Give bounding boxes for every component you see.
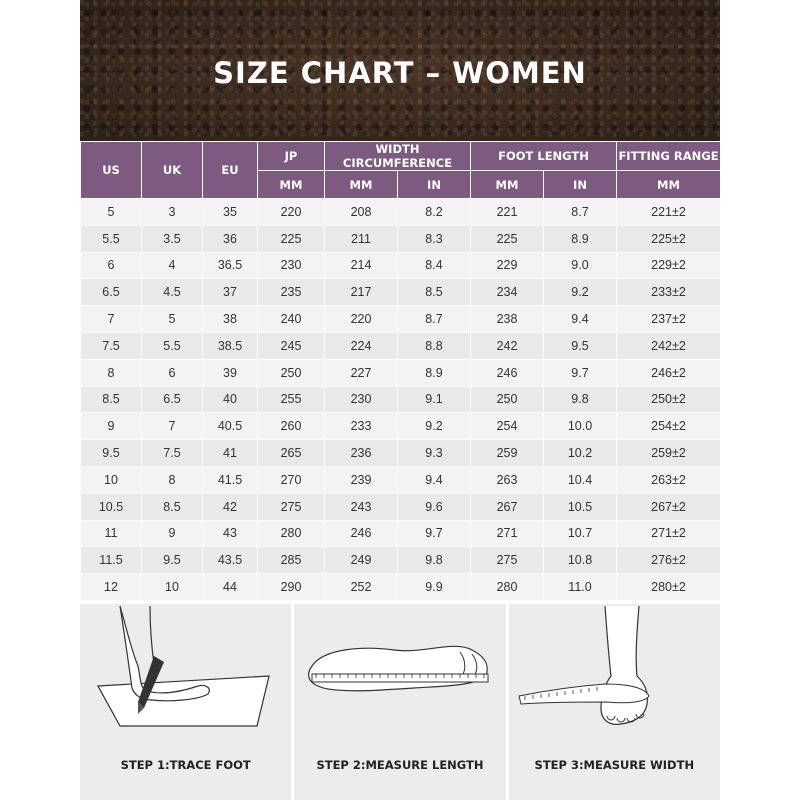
cell-us: 12 xyxy=(81,574,142,601)
cell-foot-in: 9.5 xyxy=(544,332,617,359)
table-row xyxy=(81,440,721,467)
cell-foot-mm: 225 xyxy=(471,225,544,252)
cell-uk: 7.5 xyxy=(142,440,203,467)
col-header-us: US xyxy=(81,142,142,199)
cell-width-in: 8.9 xyxy=(398,359,471,386)
cell-jp-mm: 220 xyxy=(258,199,325,226)
subheader-fit-mm: MM xyxy=(617,171,721,199)
cell-width-mm: 211 xyxy=(325,225,398,252)
cell-uk: 9.5 xyxy=(142,547,203,574)
cell-width-in: 8.8 xyxy=(398,332,471,359)
cell-uk: 4.5 xyxy=(142,279,203,306)
size-table xyxy=(80,141,721,601)
cell-uk: 5.5 xyxy=(142,332,203,359)
cell-foot-in: 8.9 xyxy=(544,225,617,252)
cell-width-in: 8.2 xyxy=(398,199,471,226)
cell-uk: 9 xyxy=(142,520,203,547)
cell-width-mm: 233 xyxy=(325,413,398,440)
cell-width-mm: 230 xyxy=(325,386,398,413)
cell-us: 7 xyxy=(81,306,142,333)
cell-foot-mm: 246 xyxy=(471,359,544,386)
table-row xyxy=(81,413,721,440)
cell-fit-mm: 237±2 xyxy=(617,306,721,333)
cell-foot-in: 11.0 xyxy=(544,574,617,601)
subheader-width-mm: MM xyxy=(325,171,398,199)
cell-width-in: 9.4 xyxy=(398,466,471,493)
table-row xyxy=(81,466,721,493)
col-header-width-circumference: WIDTH CIRCUMFERENCE xyxy=(325,142,471,171)
cell-width-mm: 224 xyxy=(325,332,398,359)
size-table-body xyxy=(81,199,721,601)
table-row xyxy=(81,386,721,413)
cell-eu: 36.5 xyxy=(203,252,258,279)
table-row xyxy=(81,225,721,252)
cell-foot-in: 10.0 xyxy=(544,413,617,440)
cell-uk: 8 xyxy=(142,466,203,493)
step-1-label: STEP 1:TRACE FOOT xyxy=(120,758,251,772)
cell-jp-mm: 250 xyxy=(258,359,325,386)
cell-foot-mm: 271 xyxy=(471,520,544,547)
cell-uk: 3.5 xyxy=(142,225,203,252)
table-row xyxy=(81,574,721,601)
cell-foot-in: 9.8 xyxy=(544,386,617,413)
subheader-foot-mm: MM xyxy=(471,171,544,199)
soil-banner xyxy=(80,0,720,141)
cell-fit-mm: 259±2 xyxy=(617,440,721,467)
cell-us: 6.5 xyxy=(81,279,142,306)
cell-us: 6 xyxy=(81,252,142,279)
measure-steps xyxy=(80,604,720,800)
table-row xyxy=(81,199,721,226)
cell-eu: 38.5 xyxy=(203,332,258,359)
cell-us: 7.5 xyxy=(81,332,142,359)
cell-jp-mm: 285 xyxy=(258,547,325,574)
cell-uk: 10 xyxy=(142,574,203,601)
cell-foot-mm: 275 xyxy=(471,547,544,574)
cell-eu: 44 xyxy=(203,574,258,601)
cell-eu: 43.5 xyxy=(203,547,258,574)
col-header-foot-length: FOOT LENGTH xyxy=(471,142,617,171)
cell-jp-mm: 265 xyxy=(258,440,325,467)
cell-width-mm: 249 xyxy=(325,547,398,574)
cell-foot-in: 9.0 xyxy=(544,252,617,279)
cell-us: 8 xyxy=(81,359,142,386)
cell-eu: 40.5 xyxy=(203,413,258,440)
step-measure-width xyxy=(509,604,720,800)
table-row xyxy=(81,359,721,386)
table-row xyxy=(81,252,721,279)
cell-width-in: 9.7 xyxy=(398,520,471,547)
cell-jp-mm: 245 xyxy=(258,332,325,359)
step-measure-length xyxy=(294,604,505,800)
cell-width-in: 8.3 xyxy=(398,225,471,252)
cell-fit-mm: 225±2 xyxy=(617,225,721,252)
table-row xyxy=(81,332,721,359)
cell-fit-mm: 254±2 xyxy=(617,413,721,440)
cell-foot-mm: 221 xyxy=(471,199,544,226)
cell-jp-mm: 275 xyxy=(258,493,325,520)
cell-fit-mm: 233±2 xyxy=(617,279,721,306)
cell-width-in: 9.6 xyxy=(398,493,471,520)
subheader-width-in: IN xyxy=(398,171,471,199)
cell-fit-mm: 276±2 xyxy=(617,547,721,574)
cell-width-mm: 246 xyxy=(325,520,398,547)
cell-fit-mm: 271±2 xyxy=(617,520,721,547)
cell-width-mm: 239 xyxy=(325,466,398,493)
col-header-eu: EU xyxy=(203,142,258,199)
table-row xyxy=(81,520,721,547)
cell-width-in: 9.9 xyxy=(398,574,471,601)
col-header-uk: UK xyxy=(142,142,203,199)
cell-fit-mm: 280±2 xyxy=(617,574,721,601)
table-row xyxy=(81,493,721,520)
cell-us: 8.5 xyxy=(81,386,142,413)
cell-eu: 39 xyxy=(203,359,258,386)
cell-eu: 41 xyxy=(203,440,258,467)
cell-foot-mm: 280 xyxy=(471,574,544,601)
cell-eu: 37 xyxy=(203,279,258,306)
cell-us: 11 xyxy=(81,520,142,547)
col-header-jp: JP xyxy=(258,142,325,171)
cell-eu: 35 xyxy=(203,199,258,226)
cell-jp-mm: 225 xyxy=(258,225,325,252)
cell-foot-in: 10.2 xyxy=(544,440,617,467)
cell-foot-mm: 250 xyxy=(471,386,544,413)
cell-jp-mm: 270 xyxy=(258,466,325,493)
cell-us: 9.5 xyxy=(81,440,142,467)
cell-foot-mm: 242 xyxy=(471,332,544,359)
cell-jp-mm: 260 xyxy=(258,413,325,440)
cell-eu: 38 xyxy=(203,306,258,333)
cell-width-mm: 220 xyxy=(325,306,398,333)
cell-fit-mm: 221±2 xyxy=(617,199,721,226)
cell-width-mm: 227 xyxy=(325,359,398,386)
cell-fit-mm: 229±2 xyxy=(617,252,721,279)
step-trace-foot xyxy=(80,604,291,800)
cell-us: 11.5 xyxy=(81,547,142,574)
cell-foot-in: 10.5 xyxy=(544,493,617,520)
cell-width-in: 9.2 xyxy=(398,413,471,440)
cell-eu: 36 xyxy=(203,225,258,252)
cell-foot-mm: 254 xyxy=(471,413,544,440)
cell-foot-in: 10.8 xyxy=(544,547,617,574)
cell-foot-mm: 259 xyxy=(471,440,544,467)
size-chart xyxy=(80,0,720,800)
cell-jp-mm: 235 xyxy=(258,279,325,306)
cell-us: 9 xyxy=(81,413,142,440)
cell-foot-in: 10.7 xyxy=(544,520,617,547)
cell-jp-mm: 255 xyxy=(258,386,325,413)
cell-width-mm: 252 xyxy=(325,574,398,601)
cell-foot-in: 9.4 xyxy=(544,306,617,333)
table-row xyxy=(81,547,721,574)
cell-us: 10 xyxy=(81,466,142,493)
cell-width-in: 9.3 xyxy=(398,440,471,467)
cell-width-mm: 208 xyxy=(325,199,398,226)
cell-jp-mm: 290 xyxy=(258,574,325,601)
cell-fit-mm: 267±2 xyxy=(617,493,721,520)
cell-fit-mm: 246±2 xyxy=(617,359,721,386)
cell-jp-mm: 240 xyxy=(258,306,325,333)
cell-us: 5 xyxy=(81,199,142,226)
cell-jp-mm: 230 xyxy=(258,252,325,279)
step-2-label: STEP 2:MEASURE LENGTH xyxy=(316,758,484,772)
cell-eu: 43 xyxy=(203,520,258,547)
cell-foot-mm: 229 xyxy=(471,252,544,279)
cell-uk: 8.5 xyxy=(142,493,203,520)
cell-fit-mm: 250±2 xyxy=(617,386,721,413)
cell-foot-in: 8.7 xyxy=(544,199,617,226)
cell-foot-mm: 267 xyxy=(471,493,544,520)
cell-foot-mm: 234 xyxy=(471,279,544,306)
cell-uk: 3 xyxy=(142,199,203,226)
cell-width-mm: 217 xyxy=(325,279,398,306)
subheader-jp-mm: MM xyxy=(258,171,325,199)
cell-foot-in: 10.4 xyxy=(544,466,617,493)
table-row xyxy=(81,306,721,333)
cell-uk: 4 xyxy=(142,252,203,279)
step-3-label: STEP 3:MEASURE WIDTH xyxy=(534,758,695,772)
cell-uk: 6.5 xyxy=(142,386,203,413)
cell-eu: 42 xyxy=(203,493,258,520)
cell-jp-mm: 280 xyxy=(258,520,325,547)
cell-width-in: 9.1 xyxy=(398,386,471,413)
cell-width-in: 8.4 xyxy=(398,252,471,279)
cell-fit-mm: 242±2 xyxy=(617,332,721,359)
col-header-fitting-range: FITTING RANGE xyxy=(617,142,721,171)
cell-uk: 7 xyxy=(142,413,203,440)
cell-foot-mm: 238 xyxy=(471,306,544,333)
cell-uk: 6 xyxy=(142,359,203,386)
cell-uk: 5 xyxy=(142,306,203,333)
subheader-foot-in: IN xyxy=(544,171,617,199)
cell-width-mm: 236 xyxy=(325,440,398,467)
page-title: SIZE CHART – WOMEN xyxy=(213,56,587,90)
cell-eu: 41.5 xyxy=(203,466,258,493)
cell-foot-mm: 263 xyxy=(471,466,544,493)
cell-us: 10.5 xyxy=(81,493,142,520)
cell-width-mm: 214 xyxy=(325,252,398,279)
cell-foot-in: 9.7 xyxy=(544,359,617,386)
cell-eu: 40 xyxy=(203,386,258,413)
cell-width-mm: 243 xyxy=(325,493,398,520)
cell-us: 5.5 xyxy=(81,225,142,252)
table-row xyxy=(81,279,721,306)
cell-width-in: 8.5 xyxy=(398,279,471,306)
cell-width-in: 9.8 xyxy=(398,547,471,574)
cell-fit-mm: 263±2 xyxy=(617,466,721,493)
cell-foot-in: 9.2 xyxy=(544,279,617,306)
cell-width-in: 8.7 xyxy=(398,306,471,333)
